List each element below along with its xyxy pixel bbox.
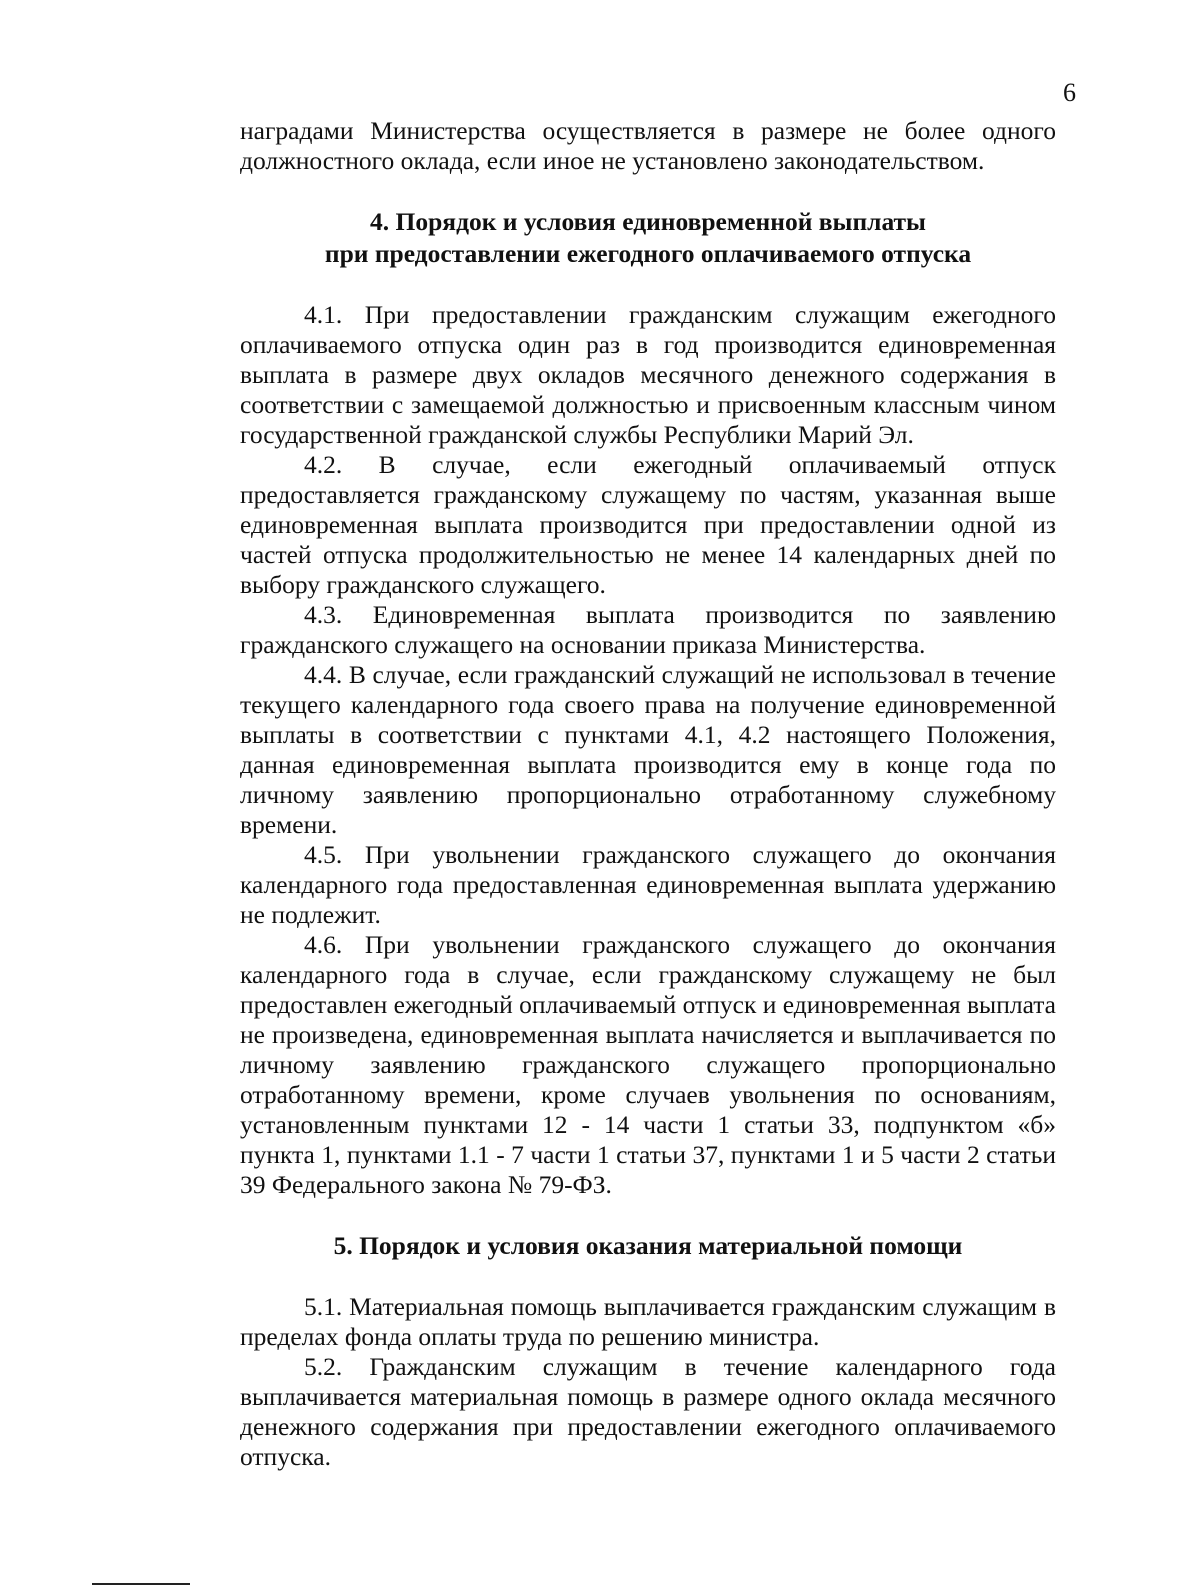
paragraph-4-6: 4.6. При увольнении гражданского служащего до окончания календарного года в случае, если гражданскому служащему не был предоставлен ежегодный оплачиваемый отпуск и единовременная выплата не произведена, единовременная выплата начисляется и выплачивается по личному заявлению гражданского служащего пропорционально отработанному времени, кроме случаев увольнения по основаниям, установленным пунктами 12 - 14 части 1 статьи 33, подпунктом «б» пункта 1, пунктами 1.1 - 7 части 1 статьи 37, пунктами 1 и 5 части 2 статьи 39 Федерального закона № 79-ФЗ.: [240, 930, 1056, 1199]
paragraph-5-2: 5.2. Гражданским служащим в течение календарного года выплачивается материальная помощь в размере одного оклада месячного денежного содержания при предоставлении ежегодного оплачиваемого отпуска.: [240, 1352, 1056, 1471]
paragraph-4-1: 4.1. При предоставлении гражданским служащим ежегодного оплачиваемого отпуска один раз в год производится единовременная выплата в размере двух окладов месячного денежного содержания в соответствии с замещаемой должностью и присвоенным классным чином государственной гражданской службы Республики Марий Эл.: [240, 300, 1056, 449]
section-4-heading-line-1: 4. Порядок и условия единовременной выплаты: [370, 207, 926, 236]
section-4-heading: [240, 206, 1056, 270]
paragraph-4-5: 4.5. При увольнении гражданского служащего до окончания календарного года предоставленная единовременная выплата удержанию не подлежит.: [240, 840, 1056, 929]
footer-rule: [92, 1583, 190, 1585]
paragraph-4-2: 4.2. В случае, если ежегодный оплачиваемый отпуск предоставляется гражданскому служащему по частям, указанная выше единовременная выплата производится при предоставлении одной из частей отпуска продолжительностью не менее 14 календарных дней по выбору гражданского служащего.: [240, 450, 1056, 599]
paragraph-4-3: 4.3. Единовременная выплата производится по заявлению гражданского служащего на основании приказа Министерства.: [240, 600, 1056, 659]
section-4-heading-line-2: при предоставлении ежегодного оплачиваемого отпуска: [324, 239, 972, 268]
paragraph-4-4: 4.4. В случае, если гражданский служащий не использовал в течение текущего календарного года своего права на получение единовременной выплаты в соответствии с пунктами 4.1, 4.2 настоящего Положения, данная единовременная выплата производится ему в конце года по личному заявлению пропорционально отработанному служебному времени.: [240, 660, 1056, 839]
page-number: 6: [1063, 78, 1076, 107]
section-5-heading-line: 5. Порядок и условия оказания материальной помощи: [333, 1231, 963, 1260]
intro-paragraph: наградами Министерства осуществляется в размере не более одного должностного оклада, если иное не установлено законодательством.: [240, 116, 1056, 175]
section-5-heading: [240, 1230, 1056, 1262]
paragraph-5-1: 5.1. Материальная помощь выплачивается гражданским служащим в пределах фонда оплаты труда по решению министра.: [240, 1292, 1056, 1351]
document-body: [240, 116, 1056, 1472]
